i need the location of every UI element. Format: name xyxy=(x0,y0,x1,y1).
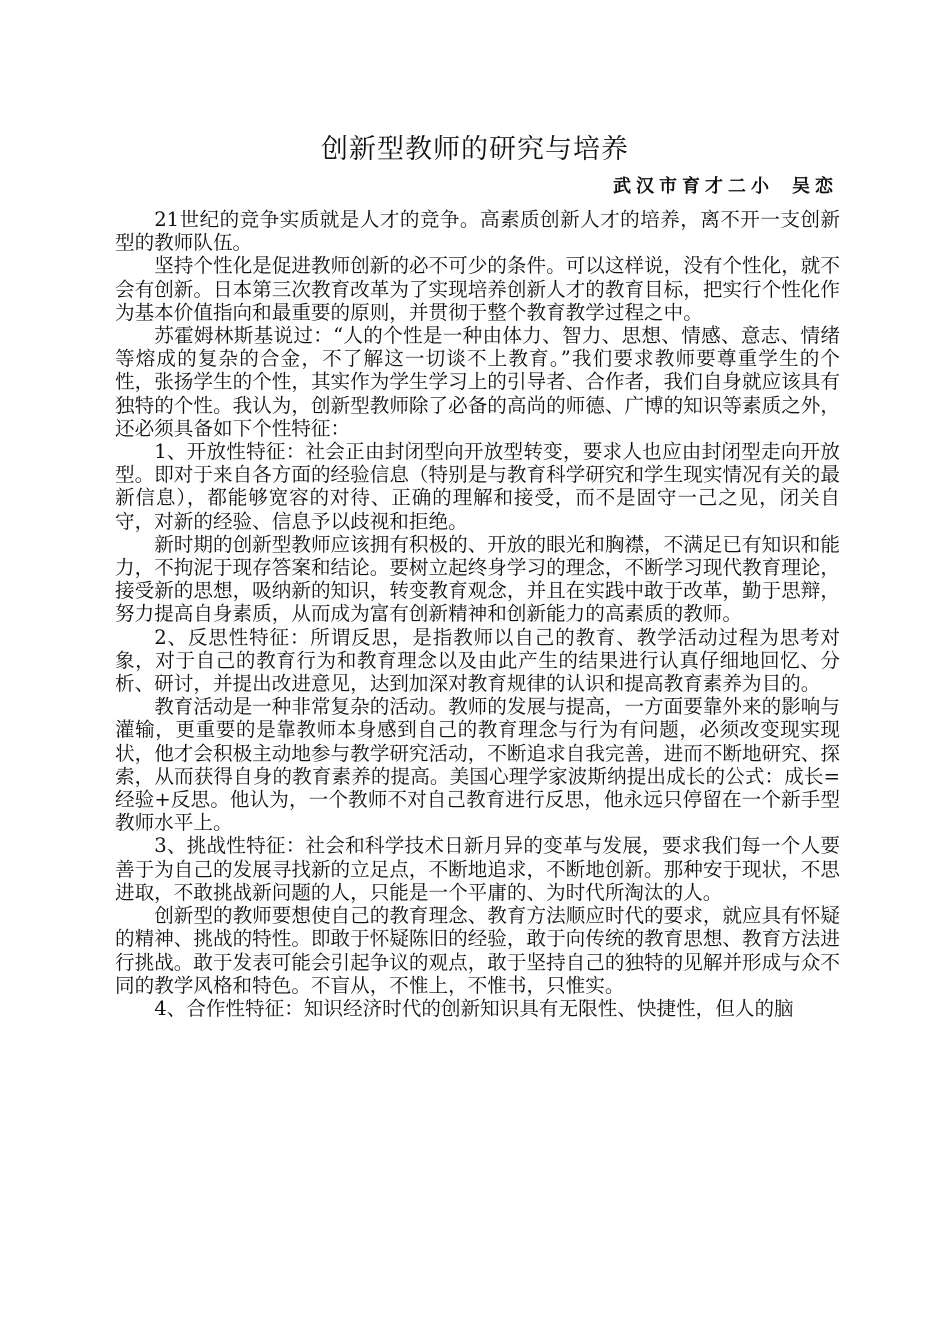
paragraph: 坚持个性化是促进教师创新的必不可少的条件。可以这样说，没有个性化，就不会有创新。日本第三次教育改革为了实现培养创新人才的教育目标，把实行个性化作为基本价值指向和最重要的原则，并贯彻于整个教育教学过程之中。 xyxy=(115,254,840,324)
paragraph: 4、合作性特征：知识经济时代的创新知识具有无限性、快捷性，但人的脑 xyxy=(154,996,794,1020)
document-body xyxy=(115,208,840,1020)
paragraph: 1、开放性特征：社会正由封闭型向开放型转变，要求人也应由封闭型走向开放型。即对于来自各方面的经验信息（特别是与教育科学研究和学生现实情况有关的最新信息），都能够宽容的对待、正确的理解和接受，而不是固守一己之见，闭关自守，对新的经验、信息予以歧视和拒绝。 xyxy=(115,440,840,533)
document-title: 创新型教师的研究与培养 xyxy=(321,134,629,165)
paragraph: 2、反思性特征：所谓反思，是指教师以自己的教育、教学活动过程为思考对象，对于自己的教育行为和教育理念以及由此产生的结果进行认真仔细地回忆、分析、研讨，并提出改进意见，达到加深对教育规律的认识和提高教育素养为目的。 xyxy=(115,625,840,696)
paragraph: 创新型的教师要想使自己的教育理念、教育方法顺应时代的要求，就应具有怀疑的精神、挑战的特性。即敢于怀疑陈旧的经验，敢于向传统的教育思想、教育方法进行挑战。敢于发表可能会引起争议的观点，敢于坚持自己的独特的见解并形成与众不同的教学风格和特色。不盲从，不惟上，不惟书，只惟实。 xyxy=(115,904,840,997)
paragraph: 教育活动是一种非常复杂的活动。教师的发展与提高，一方面要靠外来的影响与灌输，更重要的是靠教师本身感到自己的教育理念与行为有问题，必须改变现实现状，他才会积极主动地参与教学研究活动，不断追求自我完善，进而不断地研究、探索，从而获得自身的教育素养的提高。美国心理学家波斯纳提出成长的公式：成长=经验+反思。他认为，一个教师不对自己教育进行反思，他永远只停留在一个新手型教师水平上。 xyxy=(115,695,840,835)
paragraph: 新时期的创新型教师应该拥有积极的、开放的眼光和胸襟，不满足已有知识和能力，不拘泥于现存答案和结论。要树立起终身学习的理念，不断学习现代教育理论，接受新的思想，吸纳新的知识，转变教育观念，并且在实践中敢于改革，勤于思辩，努力提高自身素质，从而成为富有创新精神和创新能力的高素质的教师。 xyxy=(115,532,840,626)
author-name: 吴恋 xyxy=(792,176,838,197)
paragraph: 21世纪的竞争实质就是人才的竞争。高素质创新人才的培养，离不开一支创新型的教师队伍。 xyxy=(115,208,840,255)
paragraph: 3、挑战性特征：社会和科学技术日新月异的变革与发展，要求我们每一个人要善于为自己的发展寻找新的立足点，不断地追求，不断地创新。那种安于现状，不思进取，不敢挑战新问题的人，只能是一个平庸的、为时代所淘汰的人。 xyxy=(115,834,840,904)
author-byline xyxy=(613,174,838,200)
paragraph: 苏霍姆林斯基说过：“人的个性是一种由体力、智力、思想、情感、意志、情绪等熔成的复杂的合金，不了解这一切谈不上教育。”我们要求教师要尊重学生的个性，张扬学生的个性，其实作为学生学习上的引导者、合作者，我们自身就应该具有独特的个性。我认为，创新型教师除了必备的高尚的师德、广博的知识等素质之外，还必须具备如下个性特征： xyxy=(115,324,840,440)
author-school: 武汉市育才二小 xyxy=(613,176,774,197)
